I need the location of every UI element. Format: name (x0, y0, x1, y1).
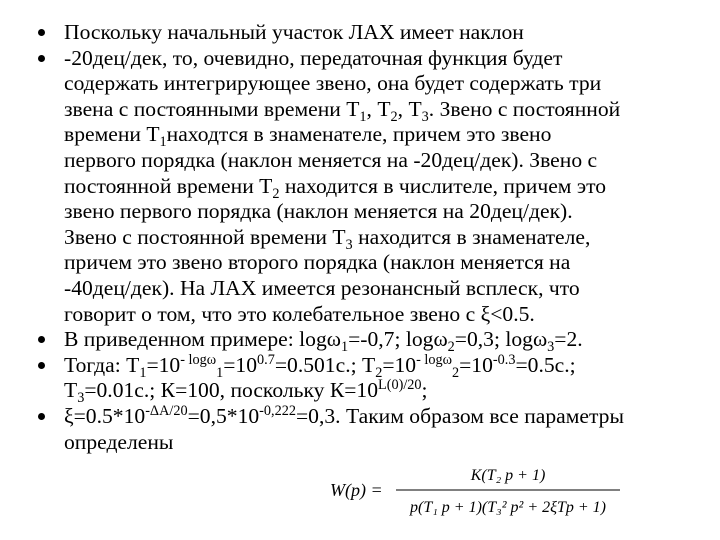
bullet-dot (38, 55, 45, 62)
bullet-list (38, 20, 708, 455)
text-run: первого порядка (наклон меняется на -20дец/дек). Звено с (64, 147, 598, 172)
text-run: =2. (554, 327, 583, 352)
text-run: находтся в знаменателе, причем это звено (166, 122, 552, 147)
text-line (64, 250, 708, 276)
text-run: находится в знаменателе, (352, 224, 591, 249)
text-run: Поскольку начальный участок ЛАХ имеет наклон (64, 20, 524, 44)
bullet-dot (38, 336, 45, 343)
text-run: =-0,7; logω (348, 327, 448, 352)
subscript: 3 (547, 339, 555, 356)
text-run: =10 (146, 352, 181, 377)
text-line (64, 377, 708, 407)
text-run: В приведенном примере: logω (64, 327, 341, 352)
text-run: , Т (366, 96, 391, 121)
text-run: находится в числителе, причем это (279, 173, 607, 198)
subscript: 3 (77, 390, 85, 407)
bullet-item (38, 46, 708, 328)
text-line (64, 276, 708, 302)
subscript: 3 (421, 108, 429, 125)
bullet-item (38, 351, 708, 407)
bullet-dot (38, 362, 45, 369)
text-run: постоянной времени Т (64, 173, 273, 198)
text-line (64, 353, 708, 379)
bullet-dot (38, 413, 45, 420)
superscript: -ΔA/20 (145, 403, 188, 420)
subscript: 1 (359, 108, 367, 125)
bullet-item (38, 20, 708, 46)
text-run: =0.01с.; К=100, поскольку К=10 (84, 378, 379, 403)
text-run: причем это звено второго порядка (наклон меняется на (64, 250, 571, 275)
formula-denominator: p(T₁ p + 1)(T₃² p² + 2ξTp + 1) (410, 499, 606, 516)
text-run: ; (421, 378, 428, 403)
bullet-dot (38, 29, 45, 36)
text-line (64, 302, 708, 328)
superscript: 0.7 (257, 351, 275, 368)
text-line (64, 148, 708, 174)
text-run: звено первого порядка (наклон меняется на 20дец/дек). (64, 199, 573, 224)
text-run: -40дец/дек). На ЛАХ имеется резонансный всплеск, что (64, 275, 580, 300)
text-run: =10 (459, 352, 493, 377)
subscript: 3 (345, 236, 353, 253)
text-line (64, 430, 708, 456)
subscript: 2 (447, 339, 455, 356)
superscript: - logω (416, 351, 452, 368)
text-run: =0,3. Таким образом все параметры (295, 403, 624, 428)
subscript: 2 (390, 108, 398, 125)
superscript: - logω (180, 351, 217, 368)
text-run: =0,5*10 (187, 403, 260, 428)
text-line (64, 71, 708, 97)
text-run: -20дец/дек, то, очевидно, передаточная функция будет (64, 45, 563, 70)
bullet-item (38, 404, 708, 455)
text-run: =0.5с.; (515, 352, 576, 377)
text-line (64, 20, 708, 46)
formula-lhs: W(p) = (330, 480, 383, 500)
subscript: 2 (375, 364, 383, 381)
text-run: ξ=0.5*10 (64, 403, 146, 428)
transfer-function-formula (330, 458, 650, 520)
superscript: L(0)/20 (378, 377, 422, 394)
subscript: 1 (139, 364, 147, 381)
text-line (64, 327, 708, 356)
text-line (64, 404, 708, 430)
text-run: времени Т (64, 122, 160, 147)
text-line (64, 97, 708, 123)
superscript: -0.3 (492, 351, 516, 368)
text-run: =10 (223, 352, 258, 377)
text-run: . Звено с постоянной (428, 96, 621, 121)
subscript: 1 (216, 364, 224, 381)
subscript: 2 (452, 364, 460, 381)
formula-numerator: K(T₂ p + 1) (470, 467, 546, 484)
subscript: 1 (340, 339, 349, 356)
text-run: содержать интегрирующее звено, она будет содержать три (64, 71, 602, 96)
bullet-item (38, 327, 708, 356)
text-run: , Т (397, 96, 422, 121)
text-run: =10 (382, 352, 417, 377)
text-run: =0.501с.; Т (274, 352, 376, 377)
subscript: 2 (272, 185, 280, 202)
subscript: 1 (159, 134, 167, 151)
text-run: определены (64, 429, 174, 454)
text-run: Звено с постоянной времени Т (64, 224, 346, 249)
text-run: =0,3; logω (454, 327, 548, 352)
superscript: -0,222 (259, 403, 296, 420)
text-run: Т (64, 378, 78, 403)
text-run: Тогда: Т (64, 352, 140, 377)
text-line (64, 225, 708, 251)
text-line (64, 174, 708, 200)
text-run: говорит о том, что это колебательное звено с ξ<0.5. (64, 301, 535, 326)
text-line (64, 46, 708, 72)
text-line (64, 122, 708, 151)
text-run: звена с постоянными времени Т (64, 96, 360, 121)
text-line (64, 199, 708, 225)
